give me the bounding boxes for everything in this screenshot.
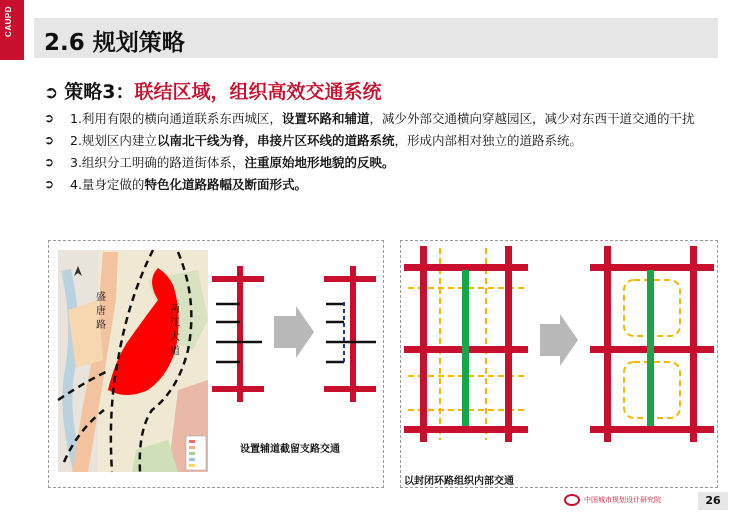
bullet-text: 3.组织分工明确的路道街体系， bbox=[70, 155, 245, 170]
schematic-before bbox=[212, 266, 264, 402]
loop-road-caption: 以封闭环路组织内部交通 bbox=[404, 476, 514, 487]
road-label-liangjiang: 道 bbox=[170, 346, 180, 357]
bullet-item bbox=[44, 153, 724, 172]
bullet-item bbox=[44, 131, 724, 150]
road-label-shengtang: 路 bbox=[96, 320, 106, 331]
loop-road-diagram bbox=[400, 240, 718, 488]
side-tab-label: CAUPD bbox=[4, 6, 13, 37]
bullet-text: ，减少外部交通横向穿越园区，减少对东西干道交通的干扰 bbox=[369, 111, 695, 126]
bullet-item bbox=[44, 109, 724, 128]
road-label-liangjiang: 大 bbox=[170, 332, 180, 343]
page-title: 2.6 规划策略 bbox=[44, 30, 185, 56]
grid-before bbox=[404, 246, 528, 442]
side-tab bbox=[0, 0, 24, 60]
caupd-logo bbox=[564, 493, 661, 507]
road-horizontal bbox=[404, 264, 528, 271]
circle-arrow-icon: ➲ bbox=[44, 155, 55, 169]
bullet-bold-text: 设置环路和辅道 bbox=[281, 111, 370, 126]
road-horizontal bbox=[212, 386, 264, 392]
road-vertical bbox=[350, 266, 356, 402]
road-vertical bbox=[604, 246, 611, 442]
strategy-highlight: 联结区域，组织高效交通系统 bbox=[134, 81, 382, 103]
logo-mark-icon bbox=[564, 494, 580, 506]
road-label-shengtang: 唐 bbox=[96, 306, 106, 317]
road-label-liangjiang: 两 bbox=[170, 304, 180, 315]
bullet-text: ，形成内部相对独立的道路系统。 bbox=[394, 133, 582, 148]
arrow-right-icon bbox=[540, 314, 578, 366]
circle-arrow-icon: ➲ bbox=[44, 83, 59, 103]
road-vertical bbox=[690, 246, 697, 442]
strategy-prefix: 策略3： bbox=[64, 81, 135, 103]
road-horizontal bbox=[404, 426, 528, 433]
bullet-text: 2.规划区内建立 bbox=[70, 133, 157, 148]
spine-road bbox=[462, 270, 469, 426]
aux-road-caption: 设置辅道截留支路交通 bbox=[240, 444, 340, 455]
arrow-right-icon bbox=[274, 306, 314, 358]
bullet-bold-text: 特色化道路路幅及断面形式。 bbox=[144, 177, 307, 192]
road-horizontal bbox=[590, 264, 714, 271]
schematic-after bbox=[324, 266, 376, 402]
road-label-liangjiang: 江 bbox=[170, 318, 180, 329]
bullet-text: 1.利用有限的横向通道联系东西城区， bbox=[70, 111, 282, 126]
bullet-bold-text: 以南北干线为脊，串接片区环线的道路系统 bbox=[156, 133, 395, 148]
bullet-list bbox=[44, 109, 724, 197]
bullet-item bbox=[44, 175, 724, 194]
road-vertical bbox=[237, 266, 243, 402]
road-label-shengtang: 盛 bbox=[96, 292, 106, 303]
logo-text: 中国城市规划设计研究院 bbox=[584, 496, 661, 504]
circle-arrow-icon: ➲ bbox=[44, 177, 55, 191]
site-map bbox=[58, 250, 208, 472]
strategy-heading bbox=[44, 77, 382, 104]
grid-after bbox=[590, 246, 714, 442]
bullet-bold-text: 注重原始地形地貌的反映。 bbox=[244, 155, 395, 170]
circle-arrow-icon: ➲ bbox=[44, 133, 55, 147]
page-number: 26 bbox=[698, 492, 728, 510]
road-horizontal bbox=[324, 276, 376, 282]
road-vertical bbox=[505, 246, 512, 442]
road-horizontal bbox=[212, 276, 264, 282]
road-horizontal bbox=[590, 426, 714, 433]
circle-arrow-icon: ➲ bbox=[44, 111, 55, 125]
road-vertical bbox=[420, 246, 427, 442]
spine-road bbox=[647, 270, 654, 426]
road-horizontal bbox=[324, 386, 376, 392]
bullet-text: 4.量身定做的 bbox=[70, 177, 145, 192]
